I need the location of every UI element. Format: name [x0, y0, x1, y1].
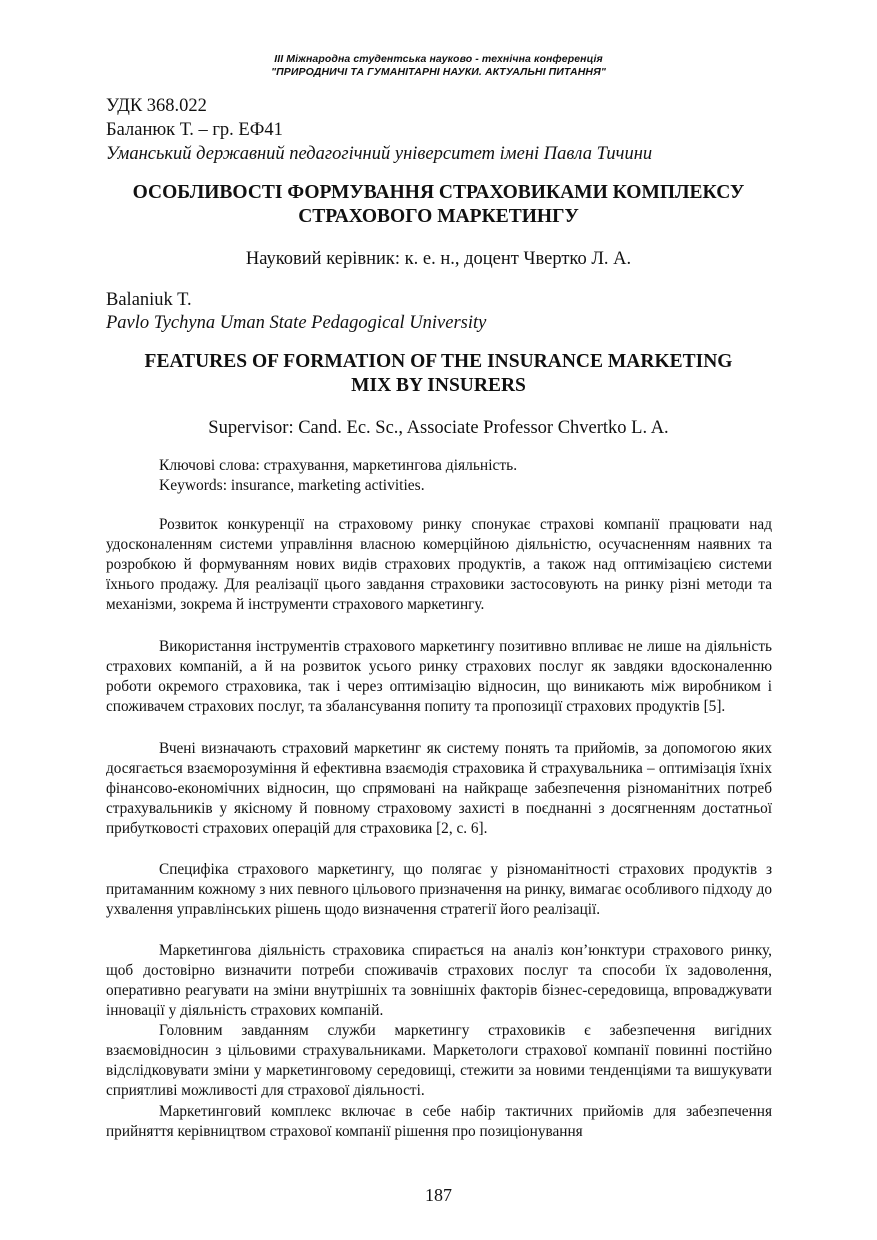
title-ua-line2: СТРАХОВОГО МАРКЕТИНГУ: [298, 206, 579, 227]
conference-title-line2: "ПРИРОДНИЧІ ТА ГУМАНІТАРНІ НАУКИ. АКТУАЛЬНІ ПИТАННЯ": [271, 66, 606, 78]
title-en-line2: MIX BY INSURERS: [351, 375, 526, 396]
author-ua: Баланюк Т. – гр. ЕФ41: [106, 120, 283, 140]
paragraph-6: Головним завданням служби маркетингу страховиків є забезпечення вигідних взаємовідносин з цільовими страхувальниками. Маркетологи страхової компанії повинні постійно відслідковувати зміни у маркетинговому середовищі, стежити за новими тенденціями та вишукувати сприятливі можливості для страхової діяльності.: [106, 1022, 772, 1100]
title-ua-line1: ОСОБЛИВОСТІ ФОРМУВАННЯ СТРАХОВИКАМИ КОМПЛЕКСУ: [132, 182, 745, 203]
page-number: 187: [425, 1185, 452, 1205]
paragraph-7: Маркетинговий комплекс включає в себе набір тактичних прийомів для забезпечення прийняття керівництвом страхової компанії рішення про позиціонування: [106, 1103, 772, 1141]
paragraph-2: Використання інструментів страхового маркетингу позитивно впливає не лише на діяльність страхових компаній, а й на розвиток усього ринку страхових послуг як завдяки вдосконаленню роботи окремого страховика, так і через оптимізацію відносин, що виникають між виробником і споживачем страхових послуг, та збалансування попиту та пропозиції страхових продуктів [5].: [106, 638, 772, 716]
paragraph-4: Специфіка страхового маркетингу, що полягає у різноманітності страхових продуктів з притаманним кожному з них певного цільового призначення на ринку, вимагає особливого підходу до ухвалення управлінських рішень щодо визначення стратегії його реалізації.: [106, 861, 772, 919]
affiliation-en: Pavlo Tychyna Uman State Pedagogical University: [106, 313, 487, 333]
paragraph-1: Розвиток конкуренції на страховому ринку спонукає страхові компанії працювати над удосконаленням системи управління власною комерційною діяльністю, осучасненням наявних та розробкою й формуванням нових видів страхових продуктів, а також над оптимізацією системи їхнього продажу. Для реалізації цього завдання страховики застосовують на ринку різні методи та механізми, зокрема й інструменти страхового маркетингу.: [106, 516, 772, 614]
title-en: [90, 350, 787, 398]
supervisor-en: Supervisor: Cand. Ec. Sc., Associate Professor Chvertko L. A.: [208, 418, 669, 438]
keywords-en: Keywords: insurance, marketing activities.: [159, 477, 425, 494]
paragraph-3: Вчені визначають страховий маркетинг як систему понять та прийомів, за допомогою яких досягається взаєморозуміння й ефективна взаємодія страховика й страхувальника – оптимізація їхніх фінансово-економічних відносин, що спрямовані на найкраще забезпечення різноманітних потреб страхувальників у якісному й повному страховому захисті в поєднанні з досягненням достатньої прибутковості страхових операцій для страховика [2, с. 6].: [106, 740, 772, 838]
keywords-ua: Ключові слова: страхування, маркетингова діяльність.: [159, 457, 518, 474]
supervisor-ua: Науковий керівник: к. е. н., доцент Чвертко Л. А.: [245, 249, 632, 269]
paragraph-5: Маркетингова діяльність страховика спирається на аналіз кон’юнктури страхового ринку, щоб достовірно визначити потреби споживачів страхових послуг та способи їх задоволення, оперативно реагувати на зміни внутрішніх та зовнішніх факторів бізнес-середовища, впроваджувати інновації у діяльність страхових компаній.: [106, 942, 772, 1020]
title-en-line1: FEATURES OF FORMATION OF THE INSURANCE MARKETING: [144, 351, 733, 372]
author-en: Balaniuk T.: [106, 290, 192, 310]
udk-code: УДК 368.022: [106, 96, 207, 116]
title-ua: [90, 181, 787, 229]
conference-title-line1: ІІІ Міжнародна студентська науково - технічна конференція: [274, 53, 603, 65]
affiliation-ua: Уманський державний педагогічний університет імені Павла Тичини: [106, 144, 653, 164]
